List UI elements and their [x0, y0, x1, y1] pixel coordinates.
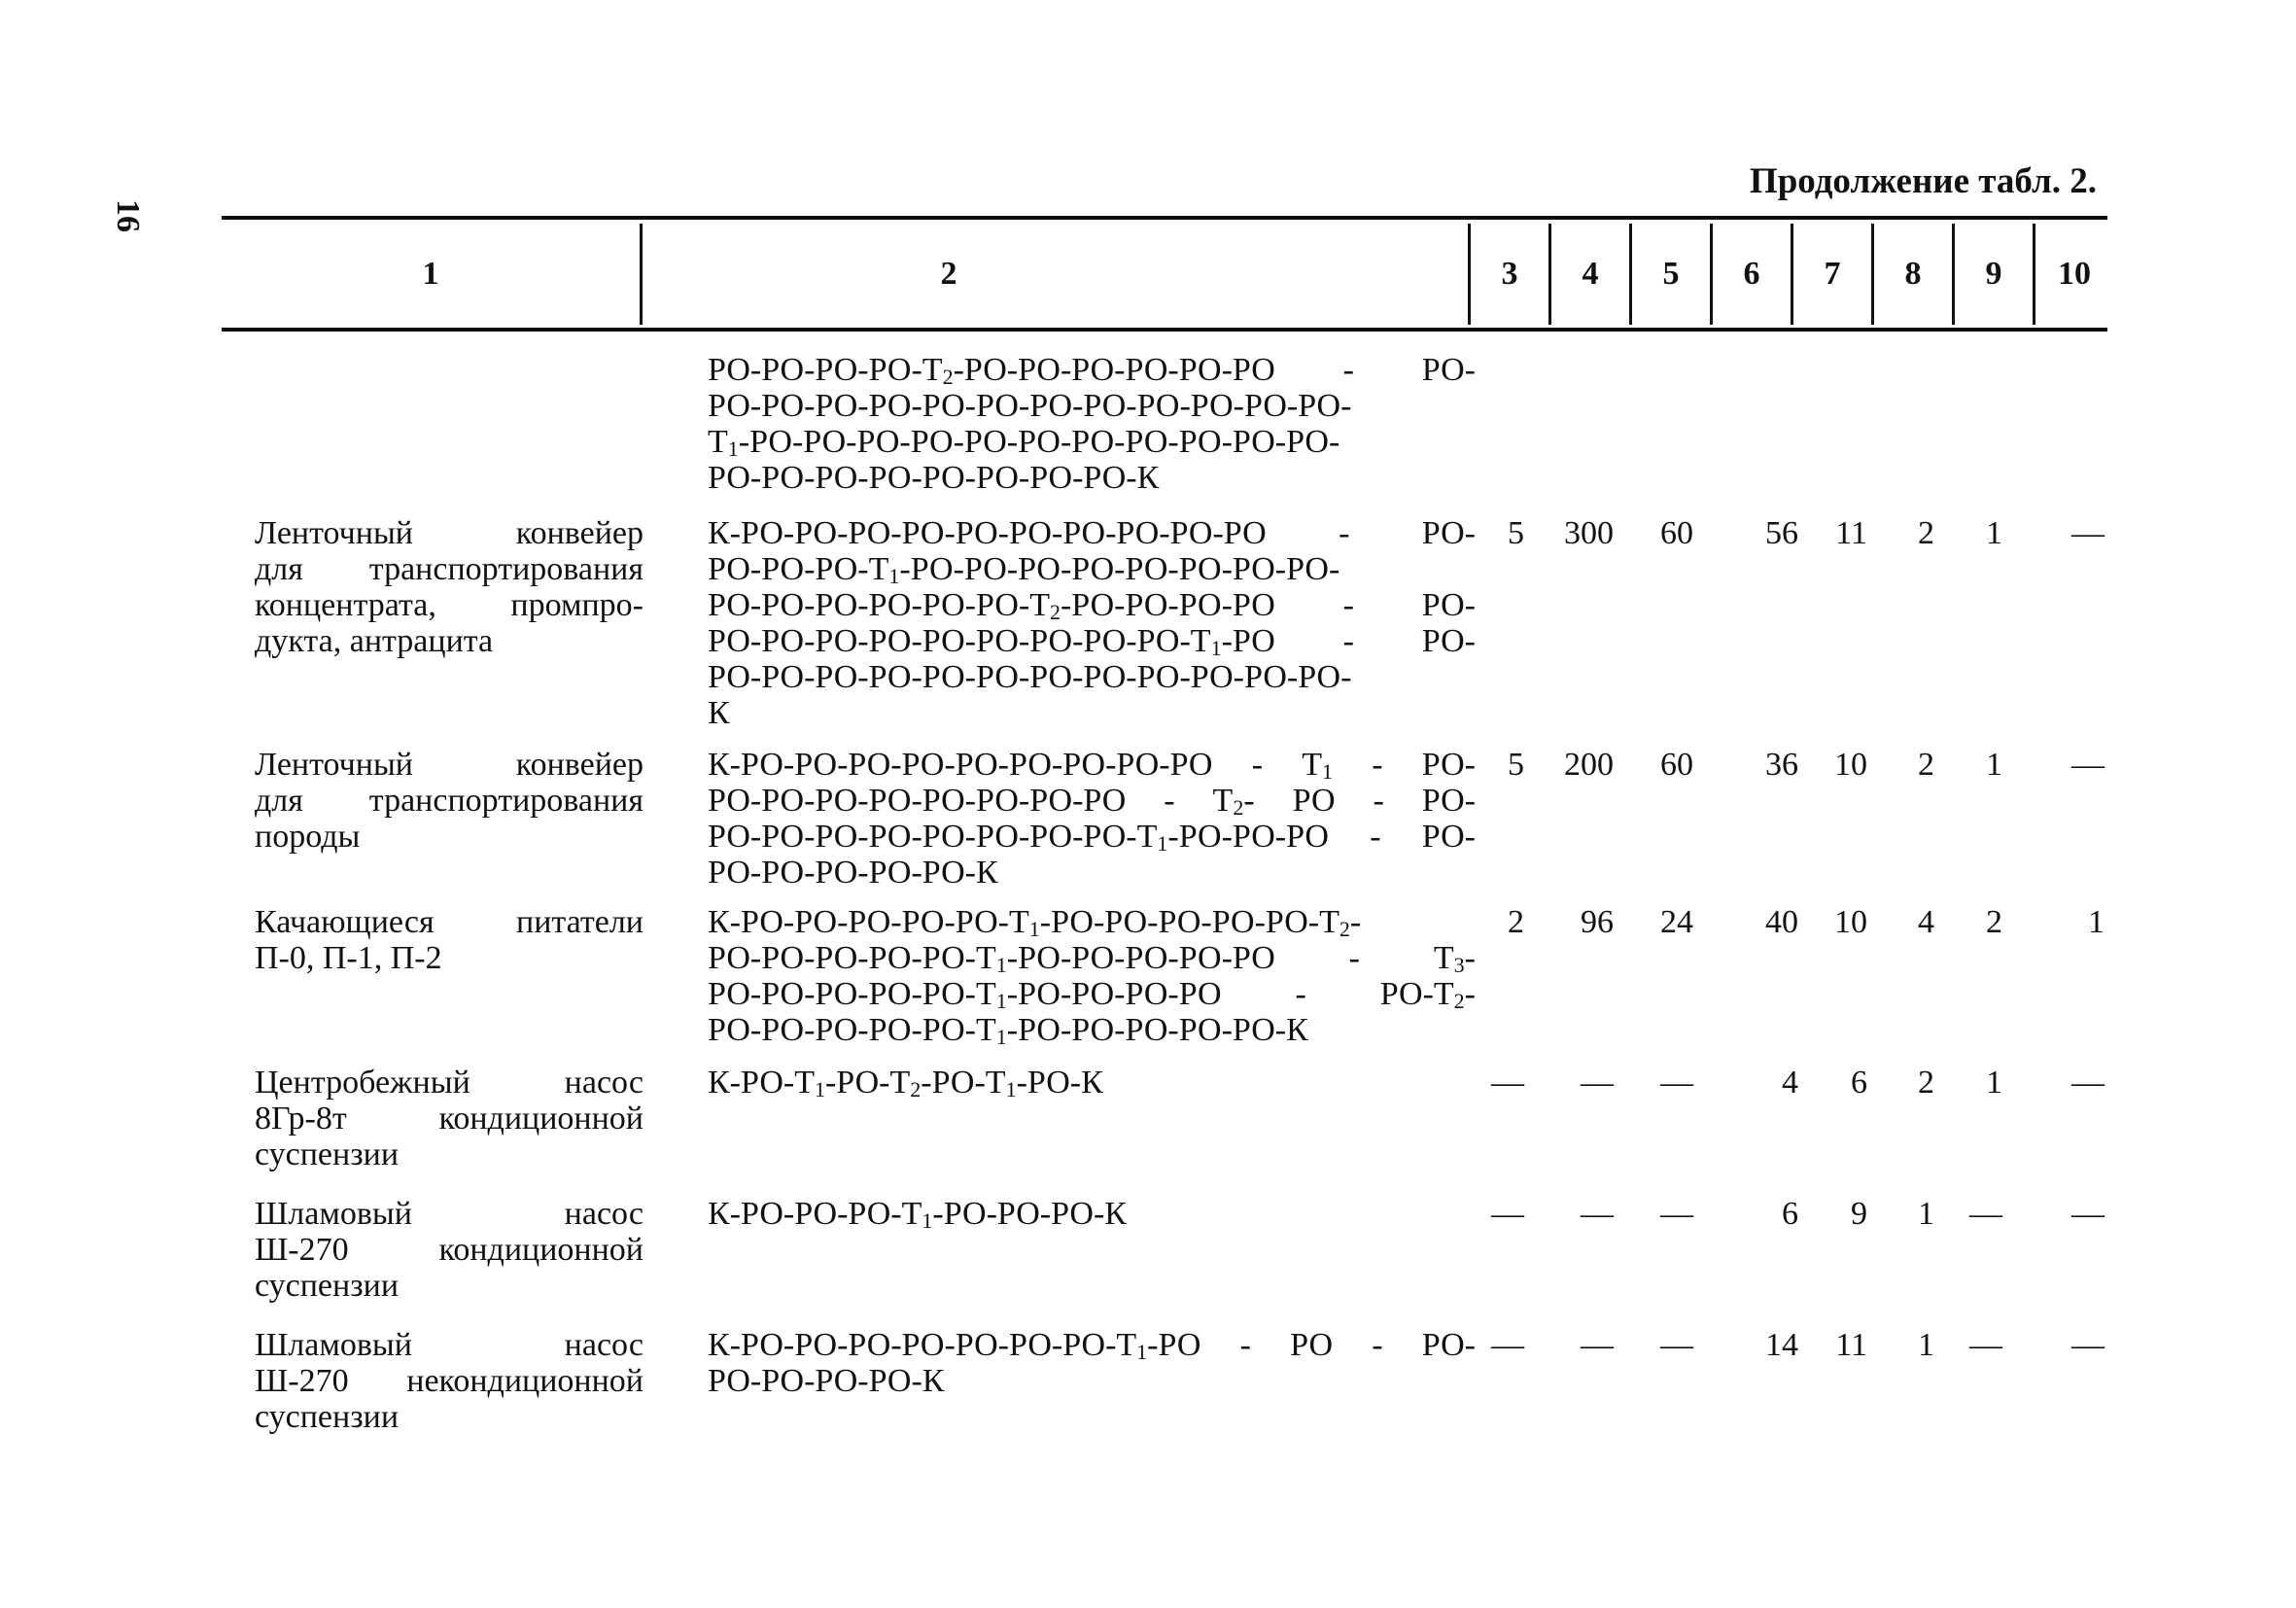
cell-col-10: — — [2071, 1196, 2105, 1232]
column-header-1: 1 — [422, 255, 439, 292]
cell-col-5: — — [1660, 1196, 1693, 1232]
cell-col-10: — — [2071, 1327, 2105, 1363]
operation-sequence — [708, 352, 1476, 496]
equipment-name-line: Шламовый насос — [255, 1196, 644, 1232]
equipment-name-line: Ленточный конвейер — [255, 515, 644, 551]
cell-col-9: 1 — [1986, 747, 2002, 783]
equipment-name-line: Ш-270 кондиционной — [255, 1232, 644, 1268]
equipment-name-line: дукта, антрацита — [255, 623, 494, 659]
cell-col-7: 10 — [1834, 904, 1867, 940]
cell-col-7: 11 — [1835, 515, 1867, 551]
cell-col-7: 9 — [1851, 1196, 1867, 1232]
cell-col-5: 24 — [1660, 904, 1693, 940]
cell-col-5: 60 — [1660, 747, 1693, 783]
operation-sequence-line: РО-РО-РО-РО-РО-РО-РО-РО-РО-РО-РО-РО- — [708, 659, 1352, 695]
cell-col-9: — — [1969, 1327, 2002, 1363]
operation-sequence-line: $РО-РО-РО-РО-РО-РО-РО-РО - Т_2-$ РО - РО- — [708, 783, 1476, 820]
cell-col-3: — — [1491, 1065, 1524, 1101]
operation-sequence-line: $К-РО-РО-РО-РО-РО-РО-РО-РО-РО - Т_1 - РО-$ — [708, 747, 1476, 784]
cell-col-10: — — [2071, 747, 2105, 783]
cell-col-5: 60 — [1660, 515, 1693, 551]
cell-col-5: — — [1660, 1327, 1693, 1363]
cell-col-3: — — [1491, 1196, 1524, 1232]
cell-col-10: — — [2071, 1065, 2105, 1101]
cell-col-9: 2 — [1986, 904, 2002, 940]
cell-col-4: — — [1581, 1065, 1614, 1101]
operation-sequence — [708, 747, 1476, 891]
column-header-3: 3 — [1501, 255, 1518, 292]
operation-sequence — [708, 1327, 1476, 1399]
equipment-name-line: 8Гр-8т кондиционной — [255, 1101, 644, 1136]
operation-sequence-line: РО-РО-РО-РО-РО-РО-РО-РО-РО-РО-РО-РО- — [708, 388, 1352, 424]
equipment-name — [255, 747, 644, 855]
cell-col-7: 11 — [1835, 1327, 1867, 1363]
cell-col-7: 10 — [1834, 747, 1867, 783]
cell-col-8: 1 — [1918, 1196, 1934, 1232]
operation-sequence — [708, 1196, 1476, 1232]
cell-col-8: 2 — [1918, 747, 1934, 783]
cell-col-4: — — [1581, 1327, 1614, 1363]
operation-sequence-line: $РО-РО-РО-РО-РО-РО-РО-РО-РО-Т_1-РО - РО-$ — [708, 623, 1476, 660]
table-header — [222, 220, 2107, 328]
equipment-name-line: Шламовый насос — [255, 1327, 644, 1363]
equipment-name-line: П-0, П-1, П-2 — [255, 940, 442, 976]
column-header-8: 8 — [1904, 255, 1922, 292]
operation-sequence-line: $К-РО-РО-РО-РО-РО-Т_1-РО-РО-РО-РО-РО-Т_2-$ — [708, 904, 1362, 941]
cell-col-8: 2 — [1918, 515, 1934, 551]
operation-sequence-line: $К-РО-РО-РО-Т_1-РО-РО-РО-К$ — [708, 1196, 1127, 1233]
cell-col-4: 200 — [1564, 747, 1614, 783]
cell-col-3: — — [1491, 1327, 1524, 1363]
equipment-name-line: для транспортирования — [255, 783, 644, 819]
cell-col-6: 6 — [1782, 1196, 1798, 1232]
cell-col-4: 300 — [1564, 515, 1614, 551]
operation-sequence-line: К — [708, 695, 730, 731]
operation-sequence-line: $РО-РО-РО-РО-РО-Т_1-РО-РО-РО-РО-РО - Т_3-$ — [708, 940, 1476, 977]
cell-col-10: — — [2071, 515, 2105, 551]
cell-col-6: 36 — [1765, 747, 1798, 783]
equipment-name — [255, 1065, 644, 1172]
cell-col-6: 40 — [1765, 904, 1798, 940]
column-header-9: 9 — [1985, 255, 2002, 292]
operation-sequence-line: $РО-РО-РО-РО-РО-Т_1-РО-РО-РО-РО - РО-Т_2-$ — [708, 976, 1476, 1013]
operation-sequence — [708, 904, 1476, 1048]
operation-sequence-line: $РО-РО-РО-РО-РО-РО-РО-РО-Т_1-РО-РО-РО - РО-$ — [708, 819, 1476, 856]
column-header-2: 2 — [940, 255, 957, 292]
equipment-name-line: Центробежный насос — [255, 1065, 644, 1101]
operation-sequence-line: $К-РО-Т_1-РО-Т_2-РО-Т_1-РО-К$ — [708, 1065, 1103, 1101]
equipment-name-line: суспензии — [255, 1399, 400, 1435]
equipment-name-line: Качающиеся питатели — [255, 904, 644, 940]
cell-col-8: 4 — [1918, 904, 1934, 940]
operation-sequence-line: $К-РО-РО-РО-РО-РО-РО-РО-Т_1-РО$ - РО - РО- — [708, 1327, 1476, 1364]
table-header-rule — [222, 328, 2107, 332]
cell-col-7: 6 — [1851, 1065, 1867, 1101]
table-caption: Продолжение табл. 2. — [1749, 161, 2097, 201]
operation-sequence-line: РО-РО-РО-РО-РО-РО-РО-РО-К — [708, 460, 1160, 496]
page-number: 16 — [110, 199, 146, 232]
column-header-4: 4 — [1582, 255, 1599, 292]
equipment-name-line: суспензии — [255, 1136, 400, 1172]
cell-col-9: 1 — [1986, 515, 2002, 551]
equipment-name — [255, 515, 644, 659]
equipment-name-line: концентрата, промпро- — [255, 587, 644, 623]
equipment-name-line: для транспортирования — [255, 551, 644, 587]
cell-col-5: — — [1660, 1065, 1693, 1101]
cell-col-10: 1 — [2088, 904, 2105, 940]
operation-sequence-line: $Т_1-РО-РО-РО-РО-РО-РО-РО-РО-РО-РО-РО-$ — [708, 424, 1340, 461]
equipment-name — [255, 904, 644, 976]
operation-sequence-line: РО-РО-РО-РО-К — [708, 1363, 945, 1399]
operation-sequence-line: К-РО-РО-РО-РО-РО-РО-РО-РО-РО-РО - РО- — [708, 515, 1476, 551]
operation-sequence-line: $РО-РО-РО-Т_1-РО-РО-РО-РО-РО-РО-РО-РО-$ — [708, 551, 1340, 588]
equipment-name-line: Ленточный конвейер — [255, 747, 644, 783]
column-header-7: 7 — [1824, 255, 1841, 292]
cell-col-6: 14 — [1765, 1327, 1798, 1363]
cell-col-8: 1 — [1918, 1327, 1934, 1363]
equipment-name-line: Ш-270 некондиционной — [255, 1363, 644, 1399]
cell-col-9: 1 — [1986, 1065, 2002, 1101]
cell-col-6: 4 — [1782, 1065, 1798, 1101]
operation-sequence — [708, 1065, 1476, 1101]
cell-col-8: 2 — [1918, 1065, 1934, 1101]
cell-col-9: — — [1969, 1196, 2002, 1232]
operation-sequence-line: $РО-РО-РО-РО-РО-Т_1-РО-РО-РО-РО-РО-К$ — [708, 1012, 1308, 1049]
cell-col-6: 56 — [1765, 515, 1798, 551]
cell-col-3: 5 — [1508, 515, 1524, 551]
equipment-name-line: породы — [255, 819, 361, 855]
cell-col-3: 2 — [1508, 904, 1524, 940]
column-header-5: 5 — [1662, 255, 1680, 292]
column-header-10: 10 — [2058, 255, 2091, 292]
column-header-6: 6 — [1743, 255, 1760, 292]
operation-sequence — [708, 515, 1476, 731]
operation-sequence-line: РО-РО-РО-РО-РО-К — [708, 855, 998, 891]
operation-sequence-line: $РО-РО-РО-РО-Т_2-РО-РО-РО-РО-РО-РО - РО-$ — [708, 352, 1476, 389]
equipment-name-line: суспензии — [255, 1268, 400, 1304]
cell-col-3: 5 — [1508, 747, 1524, 783]
cell-col-4: 96 — [1581, 904, 1614, 940]
equipment-name — [255, 1327, 644, 1435]
equipment-name — [255, 1196, 644, 1304]
operation-sequence-line: $РО-РО-РО-РО-РО-РО-Т_2-РО-РО-РО-РО - РО-$ — [708, 587, 1476, 624]
cell-col-4: — — [1581, 1196, 1614, 1232]
